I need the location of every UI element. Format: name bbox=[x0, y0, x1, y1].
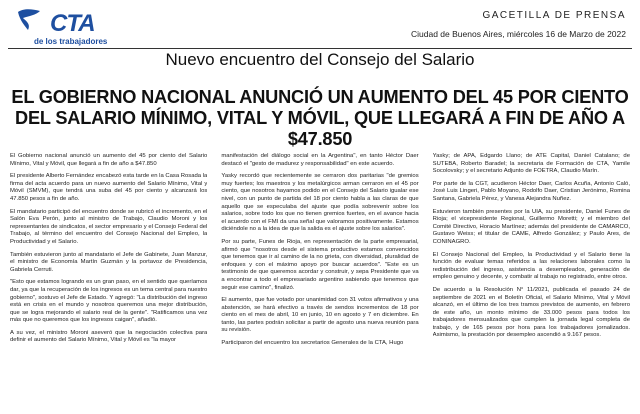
press-header bbox=[411, 10, 626, 39]
article-column-2 bbox=[221, 153, 418, 411]
paragraph: Por su parte, Funes de Rioja, en representación de la parte empresarial, afirmó que "nosotros desde el sistema productivo estamos convencidos que tenemos que ir al camino de la no grieta, con diversidad, pluralidad de enfoques y con el máximo apoyo por buscar acuerdos". "Este es un testimonio de que queremos acordar y construir, y sepa Presidente que va a encontrar a todo el empresariado argentino sabiendo que tenemos que seguir ese camino", finalizó. bbox=[221, 238, 419, 291]
paragraph: Por parte de la CGT, acudieron Héctor Daer, Carlos Acuña, Antonio Caló, José Luis Lingeri, Pablo Moyano, Rodolfo Daer, Cristian Jerónimo, Romina Santana, Gabriela Pérez, y Vanesa Alejandra Nuñez. bbox=[432, 180, 630, 202]
kicker: Nuevo encuentro del Consejo del Salario bbox=[165, 50, 475, 69]
paragraph: El Consejo Nacional del Empleo, la Productividad y el Salario tiene la función de evaluar temas referidos a las relaciones laborales como la redistribución del ingreso, asistencia a desempleados, generación de empleo genuino y decente, y combatir al trabajo no registrado, entre otros. bbox=[432, 251, 630, 281]
paragraph: manifestación del diálogo social en la Argentina", en tanto Héctor Daer destacó el "gesto de madurez y responsabilidad" en este acuerdo. bbox=[221, 153, 419, 167]
paragraph: También estuvieron junto al mandatario el Jefe de Gabinete, Juan Manzur, el ministro de Economía Martín Guzmán y la portavoz de Presidencia, Gabriela Cerruti. bbox=[10, 251, 208, 273]
paragraph: Estuvieron también presentes por la UIA, su presidente, Daniel Funes de Rioja; el vicepresidente Regional, Guillermo Moretti; y el miembro del Comité Directivo, Horacio Martínez; además del presidente de CAMARCO, Gustavo Weiss; el titular de CAME, Alfredo González; y Paulo Ares, de CONINAGRO. bbox=[432, 208, 630, 245]
paragraph: De acuerdo a la Resolución N° 11/2021, publicada el pasado 24 de septiembre de 2021 en el Boletín Oficial, el Salario Mínimo, Vital y Móvil alcanzó, en el último de los tres tramos previstos de aumento, en febrero de este año, un monto mínimo de 33.000 pesos para todos los trabajadores mensualizados que cumplen la jornada legal completa de trabajo, y de 165 pesos por hora para los trabajadores jornalizados. Asimismo, la prestación por desempleo ascendió a 9.167 pesos. bbox=[432, 286, 630, 339]
paragraph: "Esto que estamos logrando es un gran paso, en el sentido que queríamos dar, ya que la recuperación de los ingresos es un tema central para nuestro gobierno", sostuvo el Jefe de Estado. Y agregó: "La distribución del ingreso está en crisis en el mundo y nosotros queremos una mejor distribución, que se logra mejorando el salario real de la gente". "Ratificamos una vez más que no queremos que los ingresos caigan", añadió. bbox=[10, 279, 208, 324]
paragraph: El mandatario participó del encuentro donde se rubricó el incremento, en el Salón Eva Perón, junto al ministro de Trabajo, Claudio Moroni y los representantes de sindicatos, el sector empresario y el Consejo Federal del Trabajo, al término del encuentro del Consejo Nacional del Empleo, la Productividad y el Salario. bbox=[10, 208, 208, 245]
gacetilla-label: GACETILLA DE PRENSA bbox=[482, 10, 626, 21]
paragraph: El Gobierno nacional anunció un aumento del 45 por ciento del Salario Mínimo, Vital y Móvil, que llegará a fin de año a $47.850 bbox=[10, 153, 208, 167]
argentina-map-icon bbox=[14, 6, 44, 36]
paragraph: Yasky recordó que recientemente se cerraron dos paritarias "de gremios muy fuertes; los maestros y los metalúrgicos arman cerraron en el 45 por ciento, que nosotros hayamos podido en el Consejo del Salario igualar ese nivel, con un punto de partida del 18 por ciento habla a las claras de que aquello que se especulaba del ajuste que podía sobrevenir sobre los salarios, sobre todo los que no tienen gremios fuertes, en el avance hacia el acuerdo con el FMI da una señal que valoramos positivamente. Estamos diciéndole no a la idea de que la salida es el ajuste sobre los salarios". bbox=[221, 173, 419, 233]
headline: EL GOBIERNO NACIONAL ANUNCIÓ UN AUMENTO DEL 45 POR CIENTO DEL SALARIO MÍNIMO, VITAL Y MÓVIL, QUE LLEGARÁ A FIN DE AÑO A $47.850 bbox=[11, 87, 629, 149]
header-divider bbox=[8, 48, 632, 49]
cta-logo bbox=[14, 6, 132, 46]
article-body bbox=[10, 153, 630, 411]
article-column-1 bbox=[10, 153, 207, 411]
logo-text: CTA bbox=[50, 10, 95, 37]
paragraph: Yasky; de APA, Edgardo Llano; de ATE Capital, Daniel Catalano; de SUTEBA, Roberto Baradel; la secretaria de Formación de CTA, Yamile Socolovsky; y el secretario Adjunto de FOETRA, Claudio Marín. bbox=[432, 153, 630, 175]
paragraph: El presidente Alberto Fernández encabezó esta tarde en la Casa Rosada la firma del acta acuerdo para un nuevo aumento del Salario Mínimo, Vital y Móvil (SMVM), que tendrá una suba del 45 por ciento y alcanzará los 47.850 pesos a fin de año. bbox=[10, 173, 208, 202]
paragraph: A su vez, el ministro Moroni aseveró que la negociación colectiva para definir el aumento del Salario Mínimo, Vital y Móvil es "la mayor bbox=[10, 329, 208, 344]
article-column-3 bbox=[433, 153, 630, 411]
paragraph: Participaron del encuentro los secretarios Generales de la CTA, Hugo bbox=[221, 340, 404, 347]
logo-subtitle: de los trabajadores bbox=[34, 37, 108, 46]
dateline: Ciudad de Buenos Aires, miércoles 16 de Marzo de 2022 bbox=[411, 29, 626, 39]
paragraph: El aumento, que fue votado por unanimidad con 31 votos afirmativos y una abstención, se hará efectivo a través de sendos incrementos de 18 por ciento en el mes de abril, 10 en junio, 10 en agosto y 7 en diciembre. En tanto, las partes podrán solicitar a partir de agosto una nueva reunión para su revisión. bbox=[221, 297, 419, 334]
